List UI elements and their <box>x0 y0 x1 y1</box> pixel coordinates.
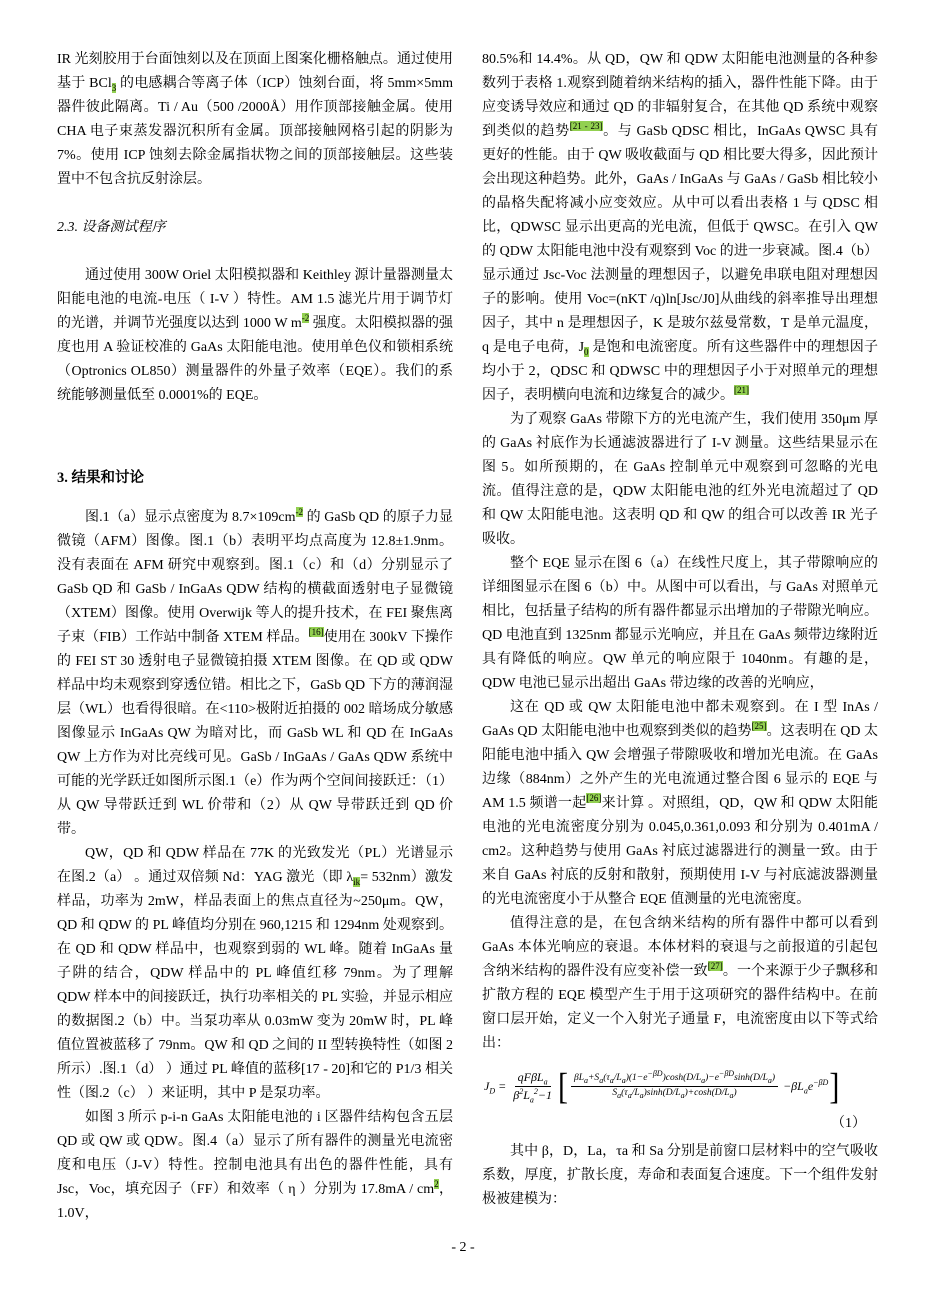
equation-main-denominator: $S_a(\tau_a/L_a)\sinh(D/L_a)+\cosh(D/L_a)$ <box>612 1088 737 1101</box>
page-number: - 2 - <box>451 1240 475 1255</box>
para-afm-xtem: 图.1（a）显示点密度为 $8.7\times 109cm^{-2}$ 的 GaSb QD 的原子力显微镜（AFM）图像。图.1（b）表明平均点高度为 12.8±1.9nm。没有表面在 AFM 研究中观察到。图.1（c）和（d）分别显示了 GaSb QD 和 GaSb / InGaAs QDW 结构的横截面透射电子显微镜（XTEM）图像。使用 Overwijk 等人的提升技术，在 FEI 聚焦离子束（FIB）工作站中制备 XTEM 样品。[16]使用在 300kV 下操作的 FEI ST 30 透射电子显微镜拍摄 XTEM 图像。在 QD 或 QDW 样品中均未观察到穿透位错。相比之下，GaSb QD 下方的薄润湿层（WL）也看得很暗。在<110>极附近拍摄的 002 暗场成分敏感图像显示 InGaAs QW 为暗对比，而 GaSb WL 和 QD 在 InGaAs QW 上方作为对比亮线可见。GaSb / InGaAs / GaAs QDW 系统中可能的光学跃迁如图所示图.1（e）作为两个空间间接跃迁：（1）从 QW 导带跃迁到 WL 价带和（2）从 QW 导带跃迁到 QD 价带。 <box>57 507 453 837</box>
para-pl-spectra: QW，QD 和 QDW 样品在 77K 的光致发光（PL）光谱显示在图.2（a） 。通过双倍频 Nd：YAG 激光（即 $\lambda_{ik}= 532nm$）激发样品，功率为 2mW，样品表面上的焦点直径为~250μm。QW，QD 和 QDW 的 PL 峰值均分别在 960,1215 和 1294nm 处观察到。在 QD 和 QDW 样品中，也观察到弱的 WL 峰。随着 InGaAs 量子阱的结合，QDW 样品中的 PL 峰值红移 79nm。为了理解 QDW 样本中的间接跃迁，执行功率相关的 PL 实验，并显示相应的数据图.2（b）中。当泵功率从 0.03mW 变为 20mW 时，PL 峰值位置被蓝移了 79nm。QW 和 QD 之间的 II 型转换特性（如图 2 所示）.图.1（d） ）通过 PL 峰值的蓝移[17 - 20]和它的 P1/3 相关性（图.2（c） ）来证明，其中 P 是泵功率。 <box>57 846 454 1101</box>
para-device-testing: 通过使用 300W Oriel 太阳模拟器和 Keithley 源计量器测量太阳能电池的电流-电压（ I-V ）特性。AM 1.5 滤光片用于调节灯的光谱，并调节光强度以达到 1000 W $m^{-2}$ 强度。太阳模拟器的强度也用 A 验证校准的 GaAs 太阳能电池。使用单色仪和锁相系统（Optronics OL850）测量器件的外量子效率（EQE）。我们的系统能够测量低至 0.0001%的 EQE。 <box>57 268 453 403</box>
para-performance-continued: 80.5%和 14.4%。从 QD，QW 和 QDW 太阳能电池测量的各种参数列于表格 1.观察到随着纳米结构的插入，器件性能下降。由于应变诱导效应和通过 QD 的非辐射复合，在其他 QD 系统中观察到类似的趋势[21 - 23]。与 GaSb QDSC 相比，InGaAs QWSC 具有更好的性能。由于 QW 吸收截面与 QD 相比要大得多，因此预计会出现这种趋势。此外，GaAs / InGaAs 与 GaAs / GaSb 相比较小的晶格失配将减小应变效应。从中可以看出表格 1 与 QDSC 相比，QDWSC 显示出更高的光电流，但低于 QWSC。在引入 QW 的 QDW 太阳能电池中没有观察到 Voc 的进一步衰减。图.4（b）显示通过 Jsc-Voc 法测量的理想因子，以避免串联电阻对理想因子的影响。使用 Voc=(nKT /q)ln[Jsc/J0]从曲线的斜率推导出理想因子，其中 n 是理想因子，K 是玻尔兹曼常数，T 是单元温度，q 是电子电荷，$J_0$ 是饱和电流密度。所有这些器件中的理想因子均小于 2，QDSC 和 QDWSC 中的理想因子小于对照单元的理想因子，表明横向电流和边缘复合的减少。[21] <box>482 52 879 403</box>
equation-coef-denominator: $\beta^2L_a^2-1$ <box>513 1087 552 1105</box>
equation-close-bracket: ] <box>829 1065 840 1108</box>
para-eqe-overview: 整个 EQE 显示在图 6（a）在线性尺度上，其子带隙响应的详细图显示在图 6（b）中。从图中可以看出，与 GaAs 对照单元相比，包括量子结构的所有器件都显示出增加的子带隙光响应。QD 电池直到 1325nm 都显示光响应，并且在 GaAs 频带边缘附近具有降低的响应。QW 单元的响应限于 1040nm。有趣的是，QDW 电池已显示出超出 GaAs 带边缘的改善的光响应， <box>482 556 878 691</box>
para-model-parameters: 其中 β，D，La，τa 和 Sa 分别是前窗口层材料中的空气吸收系数，厚度，扩散长度，寿命和表面复合速度。下一个组件发射极被建模为： <box>482 1143 878 1207</box>
para-fabrication-continued: IR 光刻胶用于台面蚀刻以及在顶面上图案化栅格触点。通过使用基于 BCl$_3$ 的电感耦合等离子体（ICP）蚀刻台面，将 5mm×5mm 器件彼此隔离。Ti / Au（500 /2000Å）用作顶部接触金属。使用 CHA 电子束蒸发器沉积所有金属。顶部接触网格引起的阴影为 7%。使用 ICP 蚀刻去除金属指状物之间的顶部接触层。这些装置中不包含抗反射涂层。 <box>57 52 453 187</box>
equation-main-numerator: $\beta L_a+S_a(\tau_a/L_a)(1-e^{-\beta D})\cosh(D/L_a)-e^{-\beta D}\sinh(D/L_a)$ <box>571 1073 778 1087</box>
section-heading-2-3: 2.3. 设备测试程序 <box>57 220 166 235</box>
section-heading-3: 3. 结果和讨论 <box>57 470 144 486</box>
equation-number: （1） <box>831 1115 866 1131</box>
equation-1 <box>484 1065 878 1108</box>
para-device-structure: 如图 3 所示 p-i-n GaAs 太阳能电池的 i 区器件结构包含五层 QD 或 QW 或 QDW。图.4（a）显示了所有器件的测量光电流密度和电压（J-V）特性。控制电池具有出色的器件性能，具有 Jsc，Voc，填充因子（FF）和效率（ η ）分别为 $17.8mA / cm^2$，1.0V， <box>57 1110 454 1221</box>
equation-tail-term: $-\beta L_ae^{-\beta D}$ <box>783 1078 829 1096</box>
equation-coefficient-fraction <box>510 1070 555 1103</box>
equation-open-bracket: [ <box>558 1065 568 1108</box>
equation-lhs: $J_D$ = <box>484 1079 507 1096</box>
left-column <box>57 48 453 1226</box>
para-qdw-enhancement: 这在 QD 或 QW 太阳能电池中都未观察到。在 I 型 InAs / GaAs QD 太阳能电池中也观察到类似的趋势[25]。这表明在 QD 太阳能电池中插入 QW 会增强子带隙吸收和增加光电流。在 GaAs 边缘（884nm）之外产生的光电流通过整合图 6 显示的 EQE 与 AM 1.5 频谱一起[26]来计算 。对照组，QD，QW 和 QDW 太阳能电池的光电流密度分别为 0.045,0.361,0.093 和分别为 0.401mA / cm2。这种趋势与使用 GaAs 衬底过滤器进行的测量一致。由于来自 GaAs 衬底的反射和散射，预期使用 I-V 与衬底滤波器测量的光电流密度小于从整合 EQE 值测量的光电流密度。 <box>482 700 878 907</box>
equation-coef-numerator: qFβL$_a$ <box>515 1070 551 1087</box>
para-subgap-photocurrent: 为了观察 GaAs 带隙下方的光电流产生，我们使用 350μm 厚的 GaAs 衬底作为长通滤波器进行了 I-V 测量。这些结果显示在图 5。如所预期的，在 GaAs 控制单元中观察到可忽略的光电流。值得注意的是，QDW 太阳能电池的红外光电流超过了 QD 和 QW 太阳能电池。这表明 QD 和 QW 的组合可以改善 IR 光子吸收。 <box>482 412 878 547</box>
equation-main-fraction <box>571 1069 778 1101</box>
para-eqe-model: 值得注意的是，在包含纳米结构的所有器件中都可以看到 GaAs 本体光响应的衰退。本体材料的衰退与之前报道的引起包含纳米结构的器件没有应变补偿一致[27]。一个来源于少子飘移和扩散方程的 EQE 模型产生于用于这项研究的器件结构中。在前窗口层开始，定义一个入射光子通量 F，电流密度由以下等式给出： <box>482 916 879 1051</box>
right-column <box>482 48 878 1226</box>
